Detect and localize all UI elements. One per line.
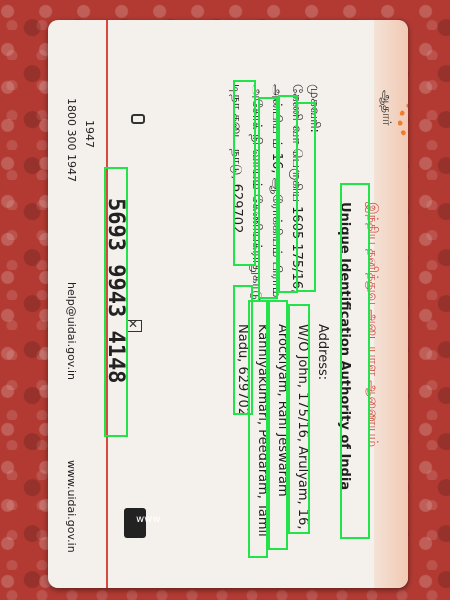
address-line-tamil-2: அன்பிய ம் 16, ஆரோக்கியம் பிராம் bbox=[269, 84, 284, 298]
authority-english: Unique Identification Authority of India bbox=[337, 202, 352, 491]
logo-text: ஆதார் bbox=[380, 90, 394, 126]
address-line-english-1: W/O John, 175/16, Arulyam, 16, bbox=[295, 324, 310, 530]
address-line-english-2: Arockiyam, Rani Jeswaram bbox=[275, 324, 290, 497]
address-label-english: Address: bbox=[315, 324, 330, 381]
toll-free-short: 1947 bbox=[83, 120, 96, 148]
address-line-tamil-3: அசோக் நி வாயம் கேணியக்ராதுகாடு bbox=[249, 84, 264, 302]
address-line-english-3: Kanniyakumari, Peedaram, Tamil bbox=[255, 324, 270, 537]
address-line-tamil-1: கேணி வா பெருகிய 1605 175/16, bbox=[289, 84, 304, 294]
aadhaar-card bbox=[48, 20, 408, 588]
email-address: help@uidai.gov.in bbox=[65, 282, 78, 380]
address-line-english-4: Nadu, 629702 bbox=[235, 324, 250, 417]
mail-icon bbox=[126, 320, 142, 332]
aadhaar-number: 5693 9943 4148 bbox=[103, 198, 128, 384]
authority-tamil: இந்திய தனித்துவ அடையாள ஆணையம் bbox=[365, 202, 380, 448]
www-badge-text: www bbox=[136, 514, 161, 525]
address-label-tamil: முகவரி: bbox=[307, 84, 322, 133]
phone-icon bbox=[131, 114, 145, 124]
address-line-tamil-4: டிநா கடை நாடு, 629702 bbox=[229, 84, 244, 234]
www-badge bbox=[124, 508, 161, 538]
website-address: www.uidai.gov.in bbox=[65, 460, 78, 553]
toll-free-number: 1800 300 1947 bbox=[65, 98, 78, 182]
